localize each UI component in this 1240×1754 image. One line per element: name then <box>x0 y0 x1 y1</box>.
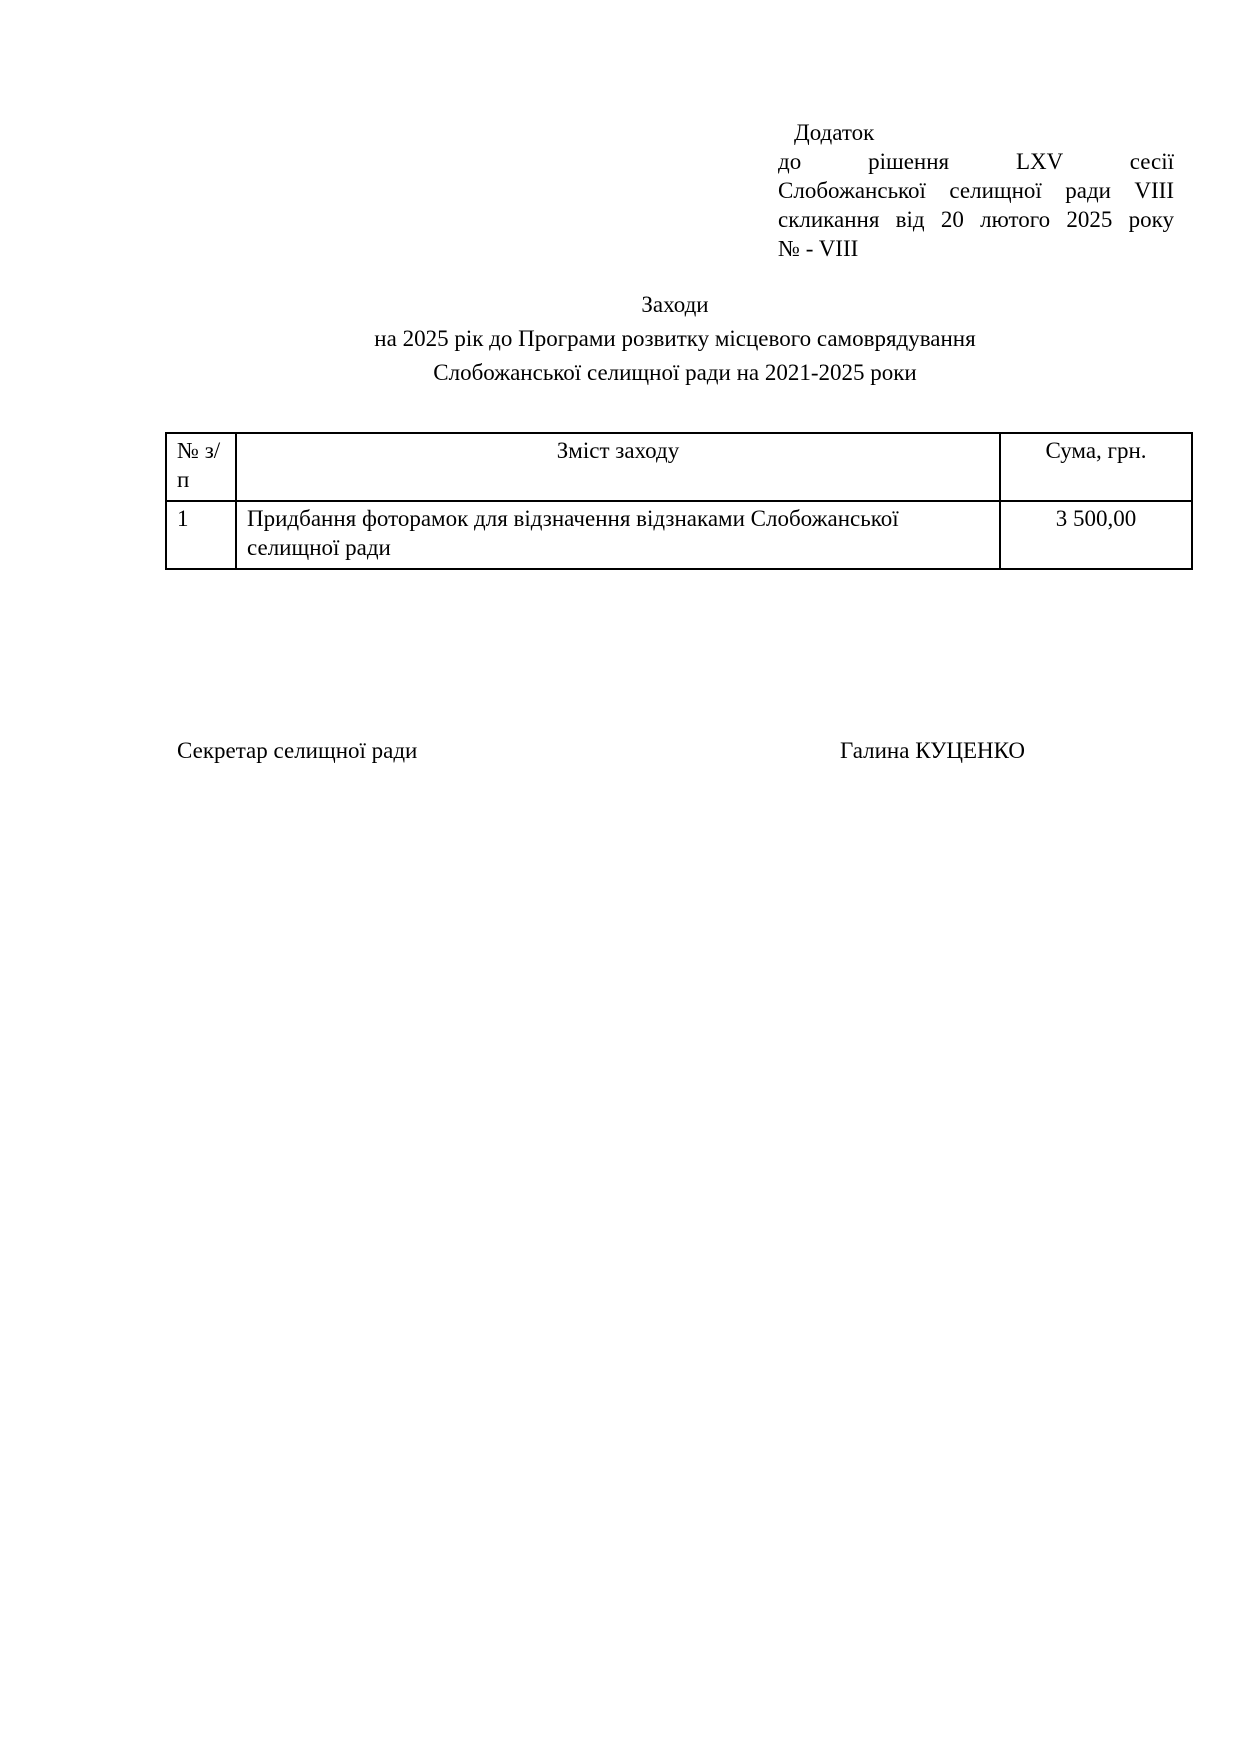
row-content: Придбання фоторамок для відзначення відзнаками Слобожанської селищної ради <box>236 501 1000 569</box>
signature-role: Секретар селищної ради <box>177 738 418 763</box>
appendix-line-number: № - VIII <box>778 236 859 261</box>
measures-table <box>165 432 1193 570</box>
row-number: 1 <box>166 501 236 569</box>
heading-subtitle: на 2025 рік до Програми розвитку місцевого самоврядування <box>374 326 976 351</box>
document-heading <box>300 288 1050 390</box>
heading-subtitle-2: Слобожанської селищної ради на 2021-2025 роки <box>433 360 917 385</box>
heading-title: Заходи <box>641 292 709 317</box>
row-sum: 3 500,00 <box>1000 501 1192 569</box>
appendix-block <box>778 118 1174 263</box>
appendix-line-decision: до рішення LXV сесії <box>778 149 1174 174</box>
table-header-row <box>166 433 1192 501</box>
appendix-line-council: Слобожанської селищної ради VIII <box>778 178 1174 203</box>
signature-name: Галина КУЦЕНКО <box>840 738 1025 763</box>
header-sum: Сума, грн. <box>1000 433 1192 501</box>
header-number: № з/п <box>166 433 236 501</box>
header-content: Зміст заходу <box>236 433 1000 501</box>
appendix-line-date: скликання від 20 лютого 2025 року <box>778 207 1174 232</box>
appendix-title: Додаток <box>794 120 875 145</box>
table-row <box>166 501 1192 569</box>
